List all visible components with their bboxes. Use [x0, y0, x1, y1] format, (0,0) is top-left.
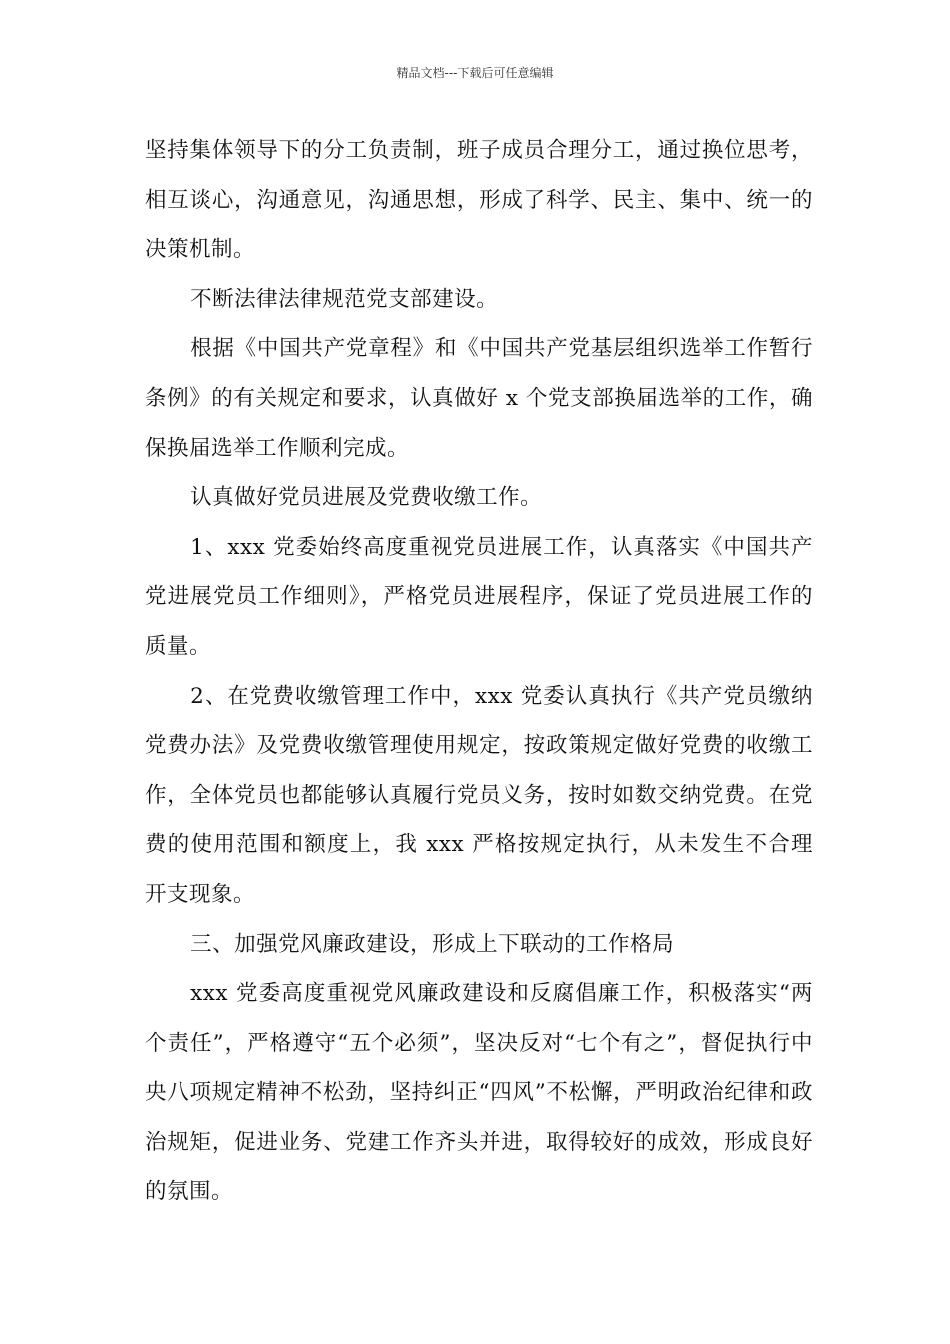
- paragraph-party-dues: 2、在党费收缴管理工作中，xxx 党委认真执行《共产党员缴纳党费办法》及党费收缴管理使用规定，按政策规定做好党费的收缴工作，全体党员也都能够认真履行党员义务，按时如数交纳党费。在党费的使用范围和额度上，我 xxx 严格按规定执行，从未发生不合理开支现象。: [145, 683, 813, 907]
- paragraph-membership-dues-heading: 认真做好党员进展及党费收缴工作。: [190, 485, 543, 511]
- paragraph-member-development: 1、xxx 党委始终高度重视党员进展工作，认真落实《中国共产党进展党员工作细则》，严格党员进展程序，保证了党员进展工作的质量。: [145, 534, 813, 659]
- paragraph-decision-mechanism: 坚持集体领导下的分工负责制，班子成员合理分工，通过换位思考，相互谈心，沟通意见，沟通思想，形成了科学、民主、集中、统一的决策机制。: [145, 138, 813, 263]
- paragraph-integrity-heading: 三、加强党风廉政建设，形成上下联动的工作格局: [190, 931, 675, 957]
- paragraph-integrity-work: xxx 党委高度重视党风廉政建设和反腐倡廉工作，积极落实“两个责任”，严格遵守“五个必须”，坚决反对“七个有之”，督促执行中央八项规定精神不松劲，坚持纠正“四风”不松懈，严明政治纪律和政治规矩，促进业务、党建工作齐头并进，取得较好的成效，形成良好的氛围。: [145, 981, 813, 1205]
- document-body: [145, 126, 813, 1217]
- page-header: 精品文档---下载后可任意编辑: [396, 66, 554, 80]
- paragraph-branch-election: 根据《中国共产党章程》和《中国共产党基层组织选举工作暂行条例》的有关规定和要求，认真做好 x 个党支部换届选举的工作，确保换届选举工作顺利完成。: [145, 336, 813, 461]
- paragraph-branch-construction-heading: 不断法律法律规范党支部建设。: [190, 286, 499, 312]
